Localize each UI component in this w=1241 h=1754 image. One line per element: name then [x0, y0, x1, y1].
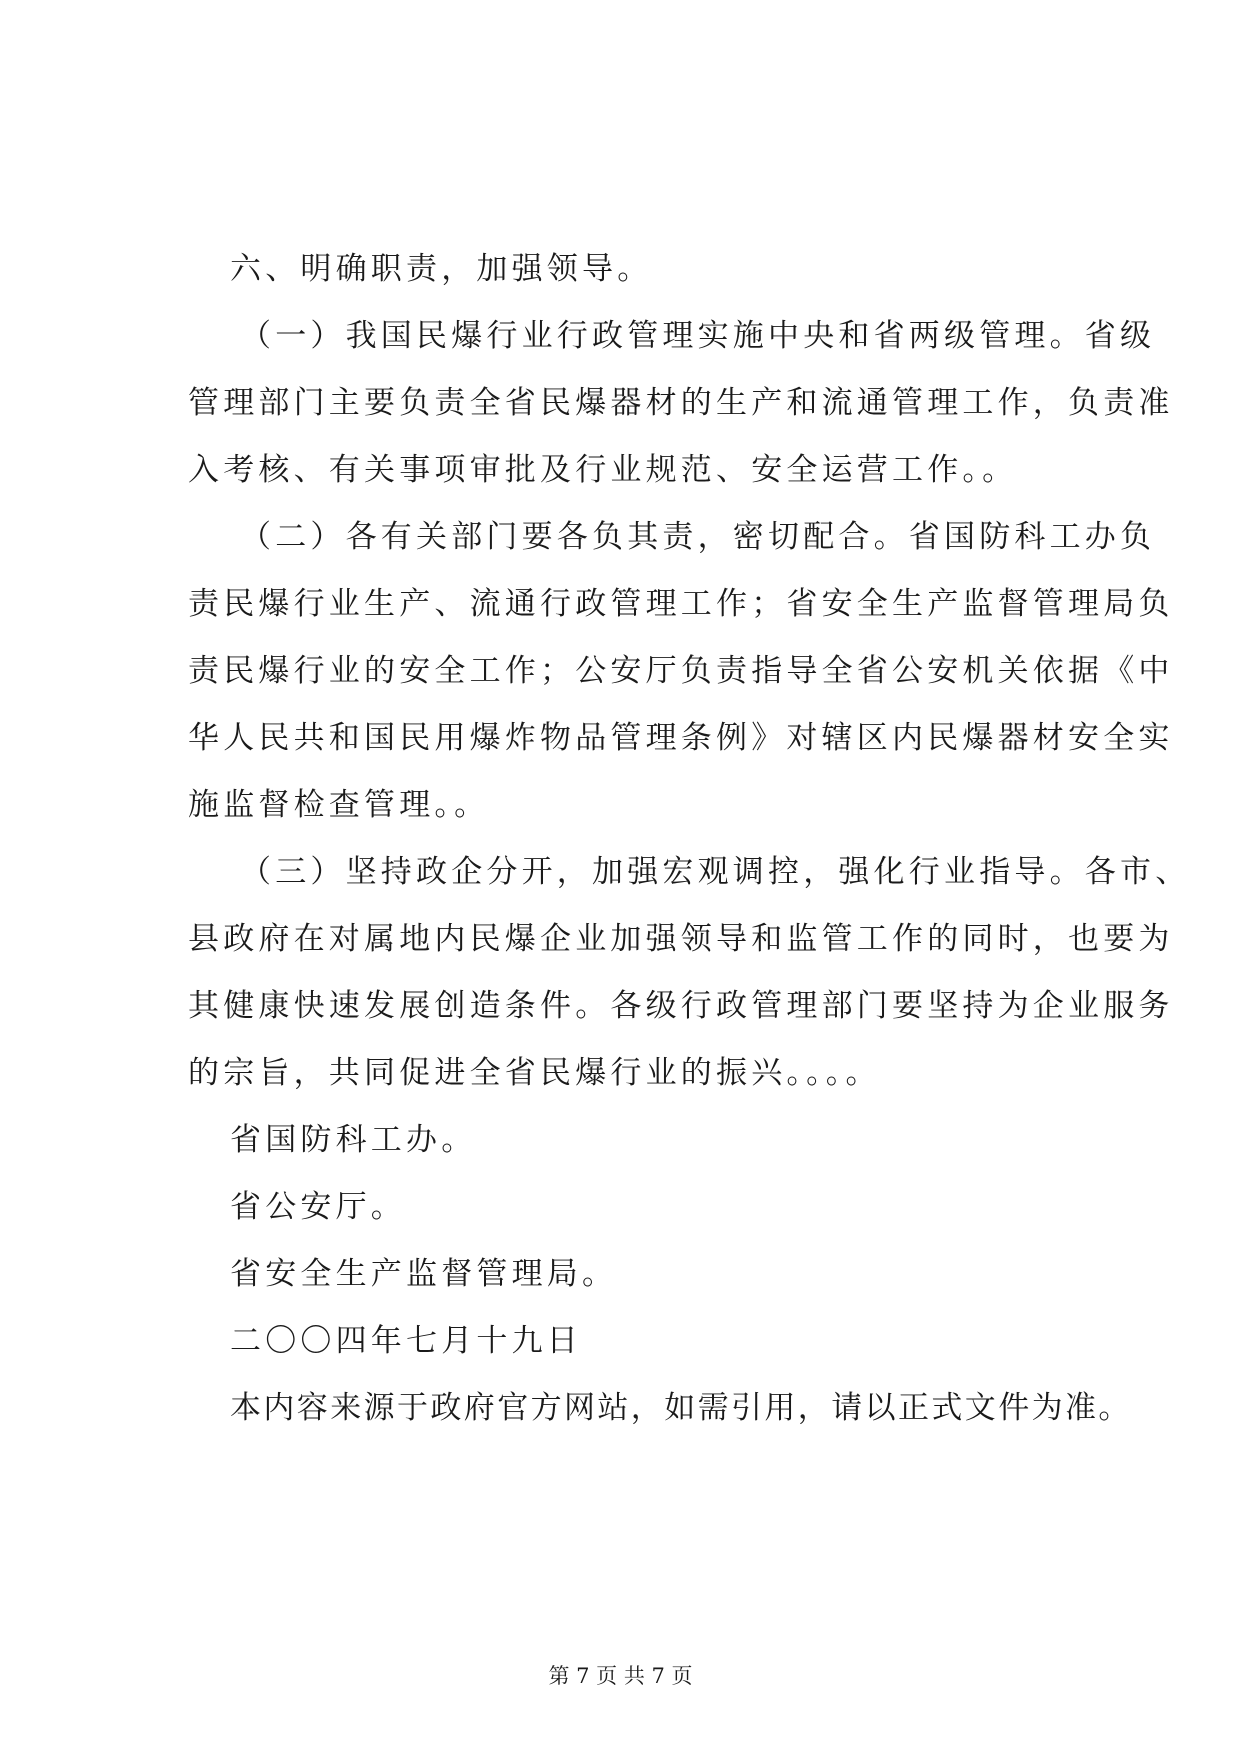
paragraph-line: 的宗旨，共同促进全省民爆行业的振兴。。。。	[188, 1055, 881, 1091]
paragraph-line: 责民爆行业生产、流通行政管理工作；省安全生产监督管理局负	[188, 586, 1174, 622]
document-date: 二〇〇四年七月十九日	[230, 1323, 582, 1359]
paragraph-line: 施监督检查管理。。	[188, 787, 490, 823]
paragraph-3	[188, 839, 1191, 1107]
signatory-defense-office: 省国防科工办。	[230, 1122, 477, 1158]
section-heading: 六、明确职责，加强领导。	[230, 251, 653, 287]
paragraph-line: 华人民共和国民用爆炸物品管理条例》对辖区内民爆器材安全实	[188, 720, 1174, 756]
source-notice: 本内容来源于政府官方网站，如需引用，请以正式文件为准。	[230, 1390, 1132, 1426]
paragraph-line: 入考核、有关事项审批及行业规范、安全运营工作。。	[188, 452, 1018, 488]
paragraph-line: （三）坚持政企分开，加强宏观调控，强化行业指导。各市、	[240, 854, 1191, 890]
page-number: 第 7 页 共 7 页	[548, 1664, 693, 1688]
signatory-safety-bureau: 省安全生产监督管理局。	[230, 1256, 618, 1292]
document-body	[188, 236, 1191, 1442]
paragraph-2	[188, 504, 1174, 839]
paragraph-line: 县政府在对属地内民爆企业加强领导和监管工作的同时，也要为	[188, 921, 1174, 957]
paragraph-line: （一）我国民爆行业行政管理实施中央和省两级管理。省级	[240, 318, 1156, 354]
paragraph-line: 责民爆行业的安全工作；公安厅负责指导全省公安机关依据《中	[188, 653, 1174, 689]
paragraph-1	[188, 303, 1174, 504]
paragraph-line: （二）各有关部门要各负其责，密切配合。省国防科工办负	[240, 519, 1156, 555]
signatory-public-security: 省公安厅。	[230, 1189, 406, 1225]
paragraph-line: 管理部门主要负责全省民爆器材的生产和流通管理工作，负责准	[188, 385, 1174, 421]
paragraph-line: 其健康快速发展创造条件。各级行政管理部门要坚持为企业服务	[188, 988, 1174, 1024]
